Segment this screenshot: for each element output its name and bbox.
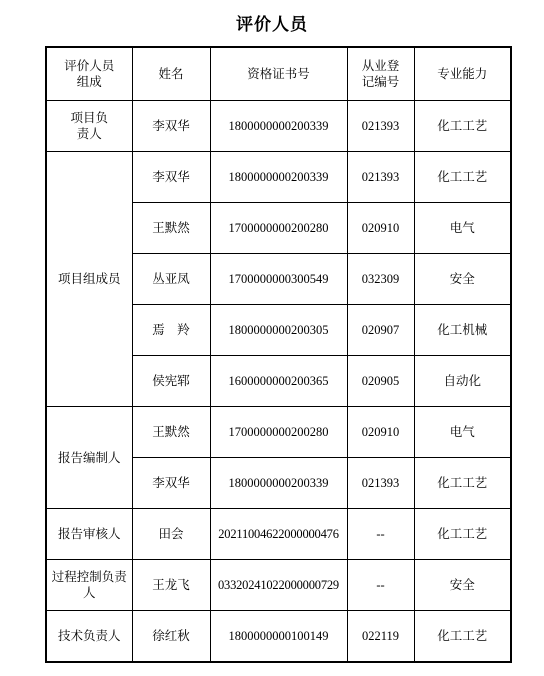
skill-cell: 化工工艺: [414, 458, 511, 509]
reg-cell: 020907: [347, 305, 414, 356]
skill-cell: 化工工艺: [414, 101, 511, 152]
header-cert: 资格证书号: [210, 47, 347, 101]
cert-cell: 20211004622000000476: [210, 509, 347, 560]
group-cell-project-lead: 项目负责人: [46, 101, 132, 152]
skill-cell: 化工工艺: [414, 611, 511, 663]
name-cell: 李双华: [132, 101, 210, 152]
cert-cell: 1800000000200305: [210, 305, 347, 356]
header-reg: 从业登记编号: [347, 47, 414, 101]
reg-cell: 021393: [347, 101, 414, 152]
reg-cell: 022119: [347, 611, 414, 663]
name-cell: 李双华: [132, 152, 210, 203]
reg-cell: 020910: [347, 407, 414, 458]
skill-cell: 安全: [414, 560, 511, 611]
reg-cell: 021393: [347, 152, 414, 203]
group-cell-process-control: 过程控制负责人: [46, 560, 132, 611]
cert-cell: 1600000000200365: [210, 356, 347, 407]
cert-cell: 1800000000100149: [210, 611, 347, 663]
staff-table: [45, 46, 512, 663]
reg-cell: 020905: [347, 356, 414, 407]
page-title: 评价人员: [236, 15, 308, 35]
reg-cell: --: [347, 509, 414, 560]
table-row: [46, 101, 511, 152]
reg-cell: 032309: [347, 254, 414, 305]
name-cell: 李双华: [132, 458, 210, 509]
group-cell-report-reviewer: 报告审核人: [46, 509, 132, 560]
skill-cell: 化工工艺: [414, 509, 511, 560]
name-cell: 王默然: [132, 203, 210, 254]
name-cell: 徐红秋: [132, 611, 210, 663]
cert-cell: 1800000000200339: [210, 101, 347, 152]
name-cell: 王默然: [132, 407, 210, 458]
skill-cell: 电气: [414, 407, 511, 458]
cert-cell: 1700000000300549: [210, 254, 347, 305]
table-row: [46, 509, 511, 560]
name-cell: 焉 羚: [132, 305, 210, 356]
skill-cell: 电气: [414, 203, 511, 254]
name-cell: 田会: [132, 509, 210, 560]
name-cell: 王龙飞: [132, 560, 210, 611]
header-row: [46, 47, 511, 101]
cert-cell: 1800000000200339: [210, 152, 347, 203]
table-row: [46, 560, 511, 611]
group-cell-members: 项目组成员: [46, 152, 132, 407]
group-cell-tech-lead: 技术负责人: [46, 611, 132, 663]
table-row: [46, 152, 511, 203]
group-cell-report-writers: 报告编制人: [46, 407, 132, 509]
reg-cell: 021393: [347, 458, 414, 509]
header-group: 评价人员组成: [46, 47, 132, 101]
reg-cell: --: [347, 560, 414, 611]
skill-cell: 自动化: [414, 356, 511, 407]
skill-cell: 化工机械: [414, 305, 511, 356]
header-name: 姓名: [132, 47, 210, 101]
cert-cell: 1800000000200339: [210, 458, 347, 509]
cert-cell: 1700000000200280: [210, 203, 347, 254]
reg-cell: 020910: [347, 203, 414, 254]
skill-cell: 安全: [414, 254, 511, 305]
table-row: [46, 407, 511, 458]
skill-cell: 化工工艺: [414, 152, 511, 203]
name-cell: 丛亚凤: [132, 254, 210, 305]
header-skill: 专业能力: [414, 47, 511, 101]
name-cell: 侯宪郓: [132, 356, 210, 407]
cert-cell: 03320241022000000729: [210, 560, 347, 611]
cert-cell: 1700000000200280: [210, 407, 347, 458]
table-row: [46, 611, 511, 663]
